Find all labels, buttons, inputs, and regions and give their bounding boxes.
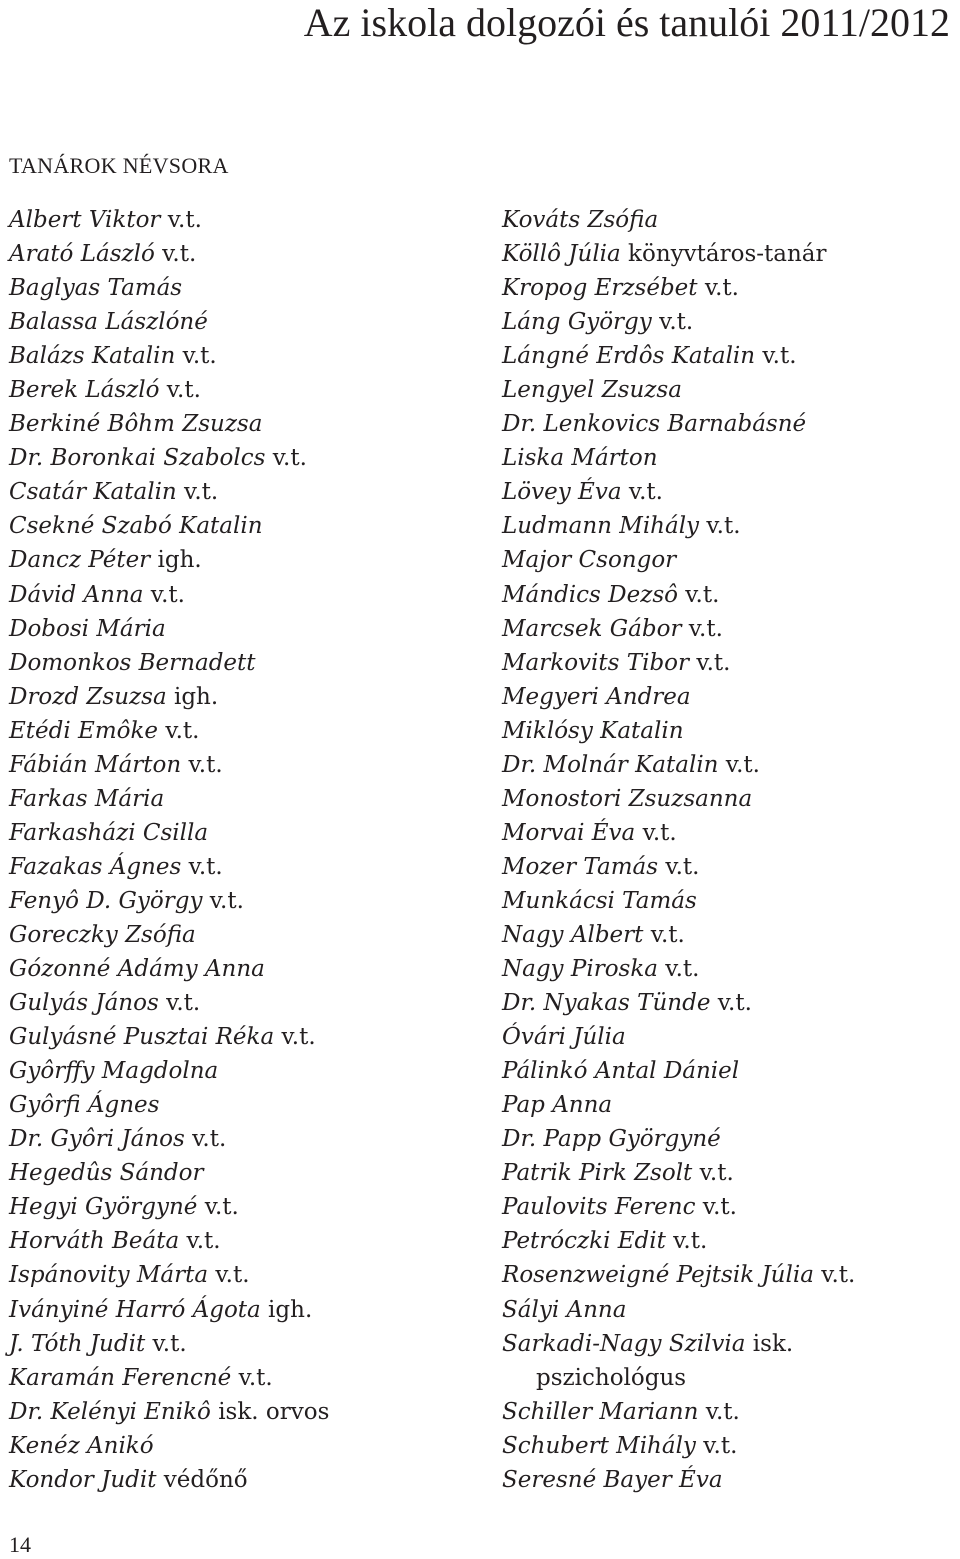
teacher-entry [9, 407, 329, 441]
section-heading: TANÁROK NÉVSORA [9, 153, 229, 178]
teacher-entry [9, 578, 329, 612]
teacher-name: Lángné Erdôs Katalin [502, 343, 756, 370]
teacher-name: Nagy Piroska [502, 956, 658, 983]
teacher-entry [502, 373, 855, 407]
teacher-name: Gulyás János [9, 990, 159, 1017]
teacher-role: v.t. [665, 1228, 708, 1255]
teacher-entry [9, 237, 329, 271]
teacher-entry [502, 305, 855, 339]
teacher-name: Drozd Zsuzsa [9, 683, 167, 710]
teacher-entry [9, 748, 329, 782]
teacher-name: Gulyásné Pusztai Réka [9, 1024, 275, 1051]
teacher-name: Berek László [9, 377, 160, 404]
teacher-entry [502, 782, 855, 816]
teacher-entry [9, 816, 329, 850]
teacher-name: Horváth Beáta [9, 1228, 180, 1255]
teacher-entry [9, 441, 329, 475]
teacher-entry [9, 646, 329, 680]
teacher-entry [9, 782, 329, 816]
teacher-entry [9, 1293, 329, 1327]
teacher-role: igh. [166, 683, 219, 710]
teacher-entry [9, 884, 329, 918]
teacher-role-continued: pszichológus [536, 1364, 687, 1391]
teacher-role: v.t. [695, 1194, 737, 1221]
teacher-name: Pálinkó Antal Dániel [502, 1058, 740, 1085]
teacher-entry [502, 1327, 855, 1395]
teacher-role: v.t. [179, 1228, 221, 1255]
teacher-name: Ispánovity Márta [9, 1262, 209, 1289]
teacher-entry [502, 407, 855, 441]
teacher-entry [9, 271, 329, 305]
teacher-role: v.t. [697, 275, 739, 302]
teacher-name: Mozer Tamás [502, 853, 659, 880]
teacher-entry [9, 680, 329, 714]
teacher-entry [9, 475, 329, 509]
teacher-name: Ludmann Mihály [502, 513, 700, 540]
teacher-name: Dr. Gyôri János [9, 1126, 185, 1153]
teacher-entry [502, 1429, 855, 1463]
page-number: 14 [9, 1532, 31, 1557]
teacher-entry [502, 816, 855, 850]
teacher-entry [9, 918, 329, 952]
teacher-entry [502, 203, 855, 237]
teacher-entry [9, 1122, 329, 1156]
teacher-entry [502, 1395, 855, 1429]
teacher-entry [502, 884, 855, 918]
teacher-role: v.t. [181, 751, 223, 778]
teacher-name: Csatár Katalin [9, 479, 177, 506]
teacher-list-left-column [9, 203, 329, 1497]
teacher-entry [502, 237, 855, 271]
teacher-name: Sarkadi-Nagy Szilvia [502, 1330, 746, 1357]
teacher-name: Schubert Mihály [502, 1432, 696, 1459]
teacher-role: v.t. [710, 990, 752, 1017]
teacher-role: v.t. [718, 751, 760, 778]
teacher-name: Láng György [502, 309, 652, 336]
teacher-entry [502, 1190, 855, 1224]
teacher-entry [502, 509, 855, 543]
teacher-role: igh. [150, 547, 202, 574]
teacher-role: v.t. [175, 343, 217, 370]
teacher-entry [502, 271, 855, 305]
teacher-role: v.t. [265, 445, 307, 472]
teacher-name: Hegedûs Sándor [9, 1160, 204, 1187]
teacher-name: Dr. Lenkovics Barnabásné [502, 411, 807, 438]
teacher-entry [502, 475, 855, 509]
teacher-entry [502, 918, 855, 952]
teacher-name: Markovits Tibor [502, 649, 690, 676]
teacher-name: Gyôrffy Magdolna [9, 1058, 219, 1085]
teacher-entry [9, 714, 329, 748]
teacher-entry [9, 850, 329, 884]
teacher-name: Lengyel Zsuzsa [502, 377, 682, 404]
teacher-role: v.t. [755, 343, 797, 370]
teacher-role: v.t. [181, 853, 223, 880]
teacher-name: Domonkos Bernadett [9, 649, 256, 676]
teacher-entry [502, 850, 855, 884]
teacher-role: v.t. [184, 1126, 227, 1153]
teacher-role: v.t. [643, 921, 685, 948]
teacher-entry [9, 1429, 329, 1463]
teacher-entry [502, 578, 855, 612]
teacher-name: Gózonné Adámy Anna [9, 956, 265, 983]
teacher-entry [9, 509, 329, 543]
teacher-name: Fenyô D. György [9, 887, 203, 914]
teacher-entry [502, 1463, 855, 1497]
teacher-entry [502, 680, 855, 714]
teacher-entry [502, 1224, 855, 1258]
teacher-name: Baglyas Tamás [9, 275, 183, 302]
teacher-entry [502, 1122, 855, 1156]
teacher-role: v.t. [695, 1432, 738, 1459]
teacher-role: v.t. [681, 615, 723, 642]
teacher-name: Mándics Dezsô [502, 581, 678, 608]
teacher-entry [502, 1088, 855, 1122]
teacher-entry [502, 986, 855, 1020]
teacher-entry [9, 1327, 329, 1361]
teacher-name: Köllô Júlia [502, 241, 621, 268]
teacher-role: igh. [260, 1296, 313, 1323]
teacher-entry [9, 1054, 329, 1088]
teacher-name: Dancz Péter [9, 547, 151, 574]
teacher-name: Balassa Lászlóné [9, 309, 208, 336]
teacher-entry [502, 543, 855, 577]
teacher-name: Farkasházi Csilla [9, 819, 209, 846]
teacher-role: v.t. [658, 956, 700, 983]
teacher-entry [9, 1190, 329, 1224]
teacher-role: védőnő [156, 1466, 248, 1493]
teacher-name: Lövey Éva [502, 479, 622, 506]
teacher-entry [502, 646, 855, 680]
teacher-entry [9, 1020, 329, 1054]
teacher-role: v.t. [158, 990, 201, 1017]
teacher-entry [502, 441, 855, 475]
teacher-name: Kropog Erzsébet [502, 275, 698, 302]
teacher-entry [502, 1156, 855, 1190]
teacher-entry [9, 1088, 329, 1122]
teacher-entry [502, 612, 855, 646]
teacher-entry [9, 1463, 329, 1497]
teacher-role: v.t. [651, 309, 694, 336]
teacher-entry [9, 373, 329, 407]
teacher-name: J. Tóth Judit [9, 1330, 146, 1357]
teacher-role: v.t. [197, 1194, 239, 1221]
teacher-name: Megyeri Andrea [502, 683, 691, 710]
teacher-name: Sályi Anna [502, 1296, 627, 1323]
teacher-name: Dr. Boronkai Szabolcs [9, 445, 266, 472]
teacher-role: v.t. [143, 581, 185, 608]
teacher-entry [502, 714, 855, 748]
teacher-role: v.t. [231, 1364, 273, 1391]
teacher-entry [9, 543, 329, 577]
teacher-name: Nagy Albert [502, 921, 644, 948]
teacher-role: v.t. [176, 479, 219, 506]
teacher-name: Patrik Pirk Zsolt [502, 1160, 693, 1187]
teacher-entry [9, 952, 329, 986]
teacher-name: Csekné Szabó Katalin [9, 513, 263, 540]
teacher-name: Dr. Papp Györgyné [502, 1126, 721, 1153]
teacher-role: v.t. [692, 1160, 734, 1187]
teacher-name: Farkas Mária [9, 785, 165, 812]
teacher-role: v.t. [621, 479, 663, 506]
teacher-name: Kondor Judit [9, 1466, 157, 1493]
teacher-entry [9, 203, 329, 237]
teacher-role: v.t. [658, 853, 700, 880]
teacher-entry [9, 1224, 329, 1258]
teacher-name: Goreczky Zsófia [9, 921, 196, 948]
teacher-name: Pap Anna [502, 1092, 613, 1119]
teacher-entry [9, 986, 329, 1020]
teacher-entry [9, 339, 329, 373]
teacher-role: v.t. [202, 887, 244, 914]
teacher-entry [502, 1293, 855, 1327]
teacher-role: v.t. [274, 1024, 316, 1051]
teacher-role: v.t. [145, 1330, 187, 1357]
teacher-role: v.t. [689, 649, 731, 676]
teacher-role: v.t. [159, 377, 201, 404]
teacher-name: Morvai Éva [502, 819, 636, 846]
teacher-name: Berkiné Bôhm Zsuzsa [9, 411, 263, 438]
teacher-role: v.t. [699, 513, 741, 540]
teacher-name: Monostori Zsuzsanna [502, 785, 753, 812]
teacher-entry [502, 748, 855, 782]
teacher-name: Dr. Nyakas Tünde [502, 990, 711, 1017]
teacher-entry [502, 1054, 855, 1088]
teacher-name: Arató László [9, 241, 155, 268]
teacher-name: Fazakas Ágnes [9, 853, 182, 880]
teacher-role: v.t. [677, 581, 720, 608]
teacher-name: Schiller Mariann [502, 1398, 699, 1425]
teacher-name: Dr. Kelényi Enikô [9, 1398, 211, 1425]
teacher-name: Fábián Márton [9, 751, 182, 778]
teacher-name: Iványiné Harró Ágota [9, 1296, 261, 1323]
teacher-entry [9, 1156, 329, 1190]
teacher-name: Dr. Molnár Katalin [502, 751, 719, 778]
teacher-role: v.t. [160, 207, 202, 233]
teacher-name: Munkácsi Tamás [502, 887, 697, 914]
teacher-role: könyvtáros-tanár [620, 241, 827, 268]
teacher-role: v.t. [208, 1262, 250, 1289]
teacher-entry [9, 612, 329, 646]
teacher-name: Gyôrfi Ágnes [9, 1092, 160, 1119]
teacher-entry [502, 1020, 855, 1054]
teacher-name: Seresné Bayer Éva [502, 1466, 723, 1493]
teacher-name: Petróczki Edit [502, 1228, 666, 1255]
teacher-name: Rosenzweigné Pejtsik Júlia [502, 1262, 814, 1289]
teacher-name: Paulovits Ferenc [502, 1194, 696, 1221]
teacher-entry [9, 305, 329, 339]
teacher-role: v.t. [813, 1262, 856, 1289]
teacher-name: Dávid Anna [9, 581, 144, 608]
teacher-role: v.t. [154, 241, 197, 268]
teacher-name: Liska Márton [502, 445, 658, 472]
teacher-name: Balázs Katalin [9, 343, 176, 370]
teacher-entry [9, 1361, 329, 1395]
teacher-role: v.t. [698, 1398, 740, 1425]
teacher-entry [502, 1258, 855, 1292]
teacher-name: Kenéz Anikó [9, 1432, 154, 1459]
teacher-name: Albert Viktor [9, 207, 161, 233]
teacher-name: Dobosi Mária [9, 615, 166, 642]
teacher-name: Marcsek Gábor [502, 615, 682, 642]
teacher-name: Hegyi Györgyné [9, 1194, 198, 1221]
teacher-role: isk. [745, 1330, 794, 1357]
teacher-list-right-column [502, 203, 855, 1497]
teacher-role: isk. orvos [210, 1398, 330, 1425]
teacher-name: Kováts Zsófia [502, 207, 659, 233]
teacher-entry [9, 1258, 329, 1292]
teacher-entry [9, 1395, 329, 1429]
teacher-name: Karamán Ferencné [9, 1364, 232, 1391]
teacher-role: v.t. [158, 717, 200, 744]
teacher-name: Major Csongor [502, 547, 677, 574]
teacher-name: Óvári Júlia [502, 1024, 626, 1051]
teacher-name: Miklósy Katalin [502, 717, 684, 744]
teacher-role: v.t. [635, 819, 677, 846]
page-title: Az iskola dolgozói és tanulói 2011/2012 [303, 0, 950, 45]
teacher-entry [502, 952, 855, 986]
teacher-name: Etédi Emôke [9, 717, 159, 744]
teacher-entry [502, 339, 855, 373]
